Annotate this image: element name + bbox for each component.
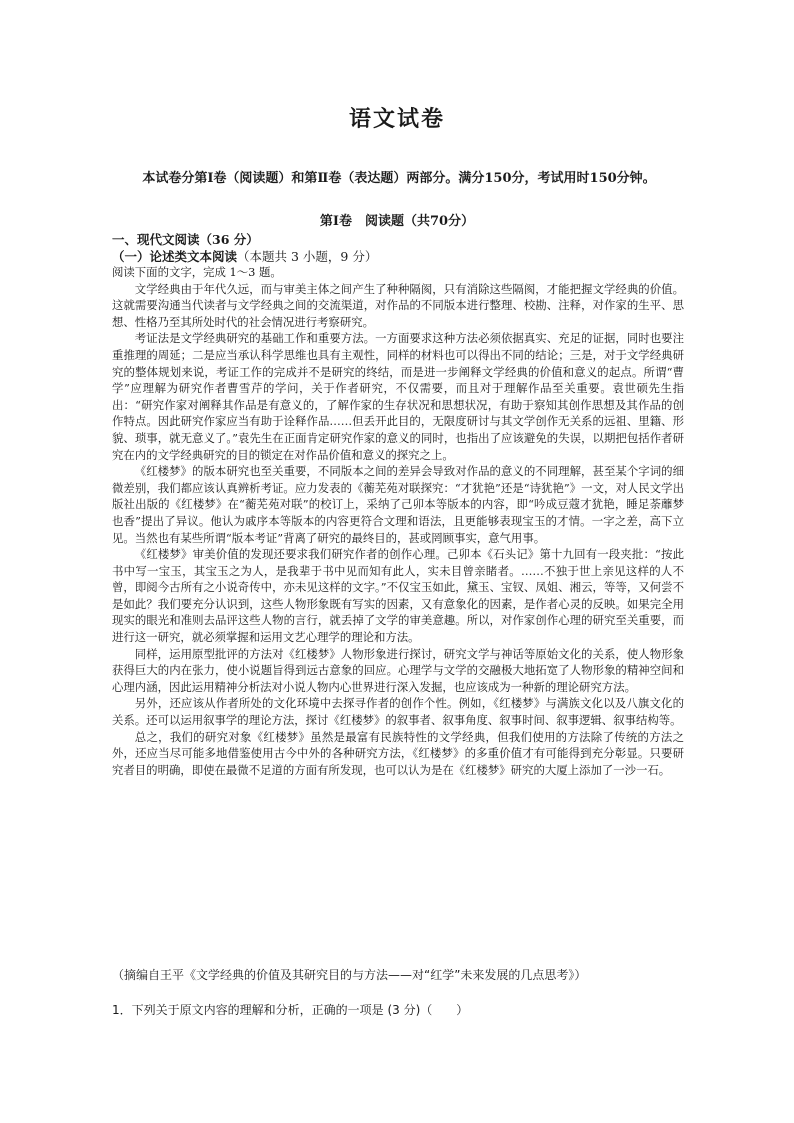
- page-title: 语文试卷: [348, 106, 445, 132]
- passage-paragraph: 考证法是文学经典研究的基础工作和重要方法。一方面要求这种方法必须依据真实、充足的证据，同时也要注重推理的周延；二是应当承认科学思维也具有主观性，同样的材料也可以得出不同的结论；三是，对于文学经典研究的整体规划来说，考证工作的完成并不是研究的终结，而是进一步阐释文学经典的价值和意义的起点。所谓“曹学”应理解为研究作者曹雪芹的学问，关于作者研究，不仅需要，而且对于理解作品至关重要。袁世硕先生指出：“研究作家对阐释其作品是有意义的，了解作家的生存状况和思想状况，有助于察知其创作思想及其作品的创作特点。因此研究作家应当有助于诠释作品……但丢开此目的，无限度研讨与其文学创作无关系的远祖、里籍、形貌、琐事，就无意义了。”袁先生在正面肯定研究作家的意义的同时，也指出了应该避免的失误，以期把包括作者研究在内的文学经典研究的目的锁定在对作品价值和意义的探究之上。: [112, 331, 684, 462]
- subsection-one-heading: [112, 248, 377, 265]
- passage-source: （摘编自王平《文学经典的价值及其研究目的与方法——对“红学”未来发展的几点思考》）: [112, 968, 587, 982]
- subsection-title: （一）论述类文本阅读: [112, 249, 238, 264]
- passage-paragraph: 《红楼梦》审美价值的发现还要求我们研究作者的创作心理。己卯本《石头记》第十九回有一段夹批：“按此书中写一宝玉，其宝玉之为人，是我辈于书中见而知有此人，实未目曾亲睹者。……不独于世上亲见这样的人不曾，即阅今古所有之小说奇传中，亦未见这样的文字。”不仅宝玉如此，黛玉、宝钗、凤姐、湘云，等等，又何尝不是如此？我们要充分认识到，这些人物形象既有写实的因素，又有意象化的因素，是作者心灵的反映。如果完全用现实的眼光和准则去品评这些人物的言行，就丢掉了文学的审美意趣。所以，对作家创作心理的研究至关重要，而进行这一研究，就必须掌握和运用文艺心理学的理论和方法。: [112, 547, 684, 645]
- passage-paragraph: 另外，还应该从作者所处的文化环境中去探寻作者的创作个性。例如，《红楼梦》与满族文化以及八旗文化的关系。还可以运用叙事学的理论方法，探讨《红楼梦》的叙事者、叙事角度、叙事时间、叙事逻辑、叙事结构等。: [112, 696, 684, 728]
- passage-paragraph: 《红楼梦》的版本研究也至关重要，不同版本之间的差异会导致对作品的意义的不同理解，甚至某个字词的细微差别，我们都应该认真辨析考证。应力发表的《蘅芜苑对联探究：“才犹艳”还是“诗犹艳”》一文，对人民文学出版社出版的《红楼梦》在“蘅芜苑对联”的校订上，采纳了己卯本等版本的内容，即“吟成豆蔻才犹艳，睡足荼蘼梦也香”提出了异议。他认为戚序本等版本的内容更符合文理和语法，且更能够表现宝玉的才情。一字之差，高下立见。当然也有某些所谓“版本考证”背离了研究的最终目的，甚或罔顾事实，意气用事。: [112, 464, 684, 545]
- passage-paragraph: 同样，运用原型批评的方法对《红楼梦》人物形象进行探讨，研究文学与神话等原始文化的关系，使人物形象获得巨大的内在张力，使小说题旨得到远古意象的回应。心理学与文学的交融极大地拓宽了人物形象的精神空间和心理内涵，因此运用精神分析法对小说人物内心世界进行深入发掘，也应该成为一种新的理论研究方法。: [112, 646, 684, 694]
- passage-paragraph: 文学经典由于年代久远，而与审美主体之间产生了种种隔阂，只有消除这些隔阂，才能把握文学经典的价值。这就需要沟通当代读者与文学经典之间的交流渠道，对作品的不同版本进行整理、校勘、注释，对作家的生平、思想、性格乃至其所处时代的社会情况进行考察研究。: [112, 281, 684, 329]
- subsection-note: （本题共 3 小题，9 分）: [237, 249, 378, 264]
- passage-instruction: 阅读下面的文字，完成 1～3 题。: [112, 265, 282, 279]
- passage-paragraph: 总之，我们的研究对象《红楼梦》虽然是最富有民族特性的文学经典，但我们使用的方法除了传统的方法之外，还应当尽可能多地借鉴使用古今中外的各种研究方法，《红楼梦》的多重价值才有可能得到充分彰显。只要研究者目的明确，即使在最微不足道的方面有所发现，也可以认为是在《红楼梦》研究的大厦上添加了一沙一石。: [112, 729, 684, 777]
- section-one-heading: 一、现代文阅读（36 分）: [112, 232, 259, 247]
- exam-instructions: 本试卷分第Ⅰ卷（阅读题）和第Ⅱ卷（表达题）两部分。满分150分，考试用时150分钟。: [142, 171, 656, 186]
- part-one-heading: 第Ⅰ卷 阅读题（共70分）: [319, 214, 475, 229]
- reading-passage: [112, 264, 684, 778]
- question-1: 1．下列关于原文内容的理解和分析，正确的一项是 (3 分)（ ）: [112, 1003, 469, 1017]
